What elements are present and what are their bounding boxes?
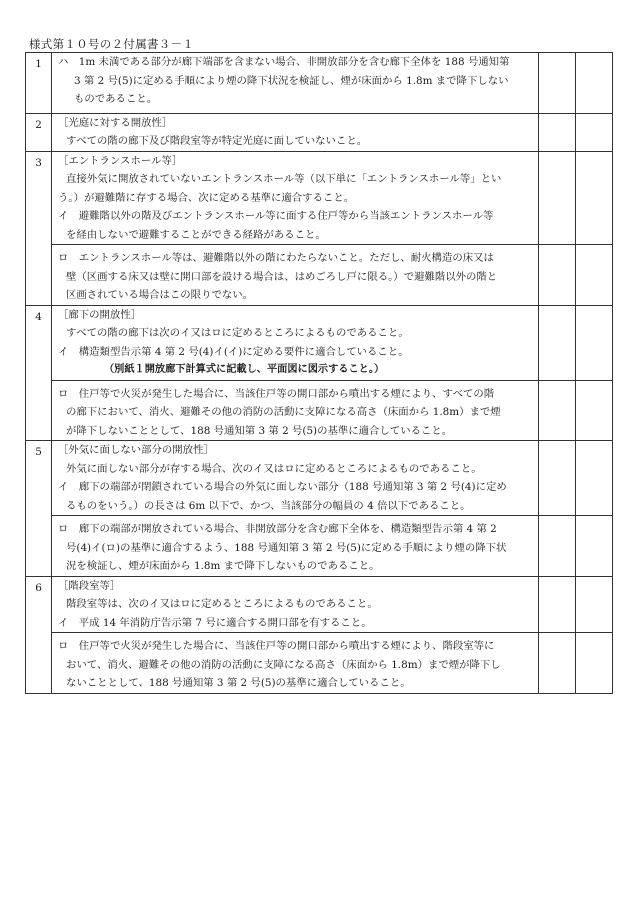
table-row xyxy=(26,113,613,151)
check-cell-2[interactable] xyxy=(576,516,613,577)
section-heading: ［外気に面しない部分の開放性］ xyxy=(58,444,214,456)
text-line: が降下しないこととして、188 号通知第 3 第 2 号(5)の基準に適合していること。 xyxy=(66,424,453,437)
text-line: 直接外気に開放されていないエントランスホール等（以下単に「エントランスホール等」とい xyxy=(66,173,502,185)
row-number: 6 xyxy=(26,576,52,693)
bold-note: （別紙１開放廊下計算式に記載し、平面図に図示すること。） xyxy=(104,364,385,375)
row-content xyxy=(52,633,539,694)
table-row xyxy=(26,305,613,380)
check-cell-1[interactable] xyxy=(539,633,576,694)
check-cell-2[interactable] xyxy=(576,441,613,516)
row-content xyxy=(52,53,539,114)
row-number: 5 xyxy=(26,441,52,577)
text-line: イ 平成 14 年消防庁告示第 7 号に適合する開口部を有すること。 xyxy=(58,616,372,629)
text-line: の廊下において、消火、避難その他の消防の活動に支障になる高さ（床面から 1.8m）まで煙 xyxy=(66,406,501,418)
text-line: イ 構造類型告示第 4 第 2 号(4)イ(イ)に定める要件に適合していること。 xyxy=(58,345,409,358)
text-line: ないこととして、188 号通知第 3 第 2 号(5)の基準に適合していること。 xyxy=(66,677,411,689)
row-content xyxy=(52,113,539,151)
row-content xyxy=(52,151,539,245)
row-content xyxy=(52,516,539,577)
check-cell-2[interactable] xyxy=(576,113,613,151)
table-row xyxy=(26,53,613,114)
text-line: 況を検証し、煙が床面から 1.8m まで降下しないものであること。 xyxy=(66,560,380,572)
text-line: 外気に面しない部分が存する場合、次のイ又はロに定めるところによるものであること。 xyxy=(66,462,482,475)
check-cell-1[interactable] xyxy=(539,151,576,245)
row-content xyxy=(52,441,539,516)
row-number: 3 xyxy=(26,151,52,305)
check-cell-1[interactable] xyxy=(539,113,576,151)
table-subrow xyxy=(26,633,613,694)
check-cell-2[interactable] xyxy=(576,576,613,633)
text-line: 壁（区画する床又は壁に開口部を設ける場合は、はめごろし戸に限る。）で避難階以外の階と xyxy=(66,270,498,283)
section-heading: ［階段室等］ xyxy=(58,579,121,592)
check-cell-2[interactable] xyxy=(576,245,613,306)
text-line: 号(4)イ(ロ)の基準に適合するよう、188 号通知第 3 第 2 号(5)に定める手順により煙の降下状 xyxy=(66,541,507,554)
row-content xyxy=(52,380,539,441)
text-line: を経由しないで避難することができる経路があること。 xyxy=(66,228,326,241)
inspection-table xyxy=(25,52,613,694)
check-cell-1[interactable] xyxy=(539,441,576,516)
text-line: ロ エントランスホール等は、避難階以外の階にわたらないこと。ただし、耐火構造の床又は xyxy=(58,252,494,264)
text-line: すべての階の廊下及び階段室等が特定光庭に面していないこと。 xyxy=(66,135,368,147)
check-cell-2[interactable] xyxy=(576,633,613,694)
check-cell-2[interactable] xyxy=(576,151,613,245)
text-line: 区画されている場合はこの限りでない。 xyxy=(66,289,254,301)
row-content xyxy=(52,305,539,380)
text-line: おいて、消火、避難その他の消防の活動に支障になる高さ（床面から 1.8m）まで煙が降下し xyxy=(66,658,501,671)
row-content xyxy=(52,576,539,633)
check-cell-1[interactable] xyxy=(539,245,576,306)
text-line: ロ 廊下の端部が開放されている場合、非開放部分を含む廊下全体を、構造類型告示第 4 第 2 xyxy=(58,523,497,535)
check-cell-2[interactable] xyxy=(576,53,613,114)
section-heading: ［廊下の開放性］ xyxy=(58,308,142,321)
text-line: ものであること。 xyxy=(74,93,158,105)
row-number: 4 xyxy=(26,305,52,441)
text-line: イ 避難階以外の階及びエントランスホール等に面する住戸等から当該エントランスホール等 xyxy=(58,210,494,222)
text-line: すべての階の廊下は次のイ又はロに定めるところによるものであること。 xyxy=(66,327,409,339)
check-cell-1[interactable] xyxy=(539,305,576,380)
section-heading: ［エントランスホール等］ xyxy=(58,154,183,167)
table-subrow xyxy=(26,380,613,441)
row-number: 1 xyxy=(26,53,52,114)
check-cell-1[interactable] xyxy=(539,380,576,441)
section-heading: ［光庭に対する開放性］ xyxy=(58,116,173,129)
table-row xyxy=(26,151,613,245)
check-cell-1[interactable] xyxy=(539,53,576,114)
text-line: う。）が避難階に存する場合、次に定める基準に適合すること。 xyxy=(58,191,355,204)
check-cell-2[interactable] xyxy=(576,305,613,380)
text-line: ロ 住戸等で火災が発生した場合に、当該住戸等の開口部から噴出する煙により、すべての階 xyxy=(58,387,495,400)
row-number: 2 xyxy=(26,113,52,151)
check-cell-1[interactable] xyxy=(539,576,576,633)
form-title: 様式第１０号の２付属書３－１ xyxy=(29,37,195,51)
table-subrow xyxy=(26,516,613,577)
table-row xyxy=(26,441,613,516)
text-line: 階段室等は、次のイ又はロに定めるところによるものであること。 xyxy=(66,598,378,610)
check-cell-1[interactable] xyxy=(539,516,576,577)
table-subrow xyxy=(26,245,613,306)
text-line: イ 廊下の端部が閉鎖されている場合の外気に面しない部分（188 号通知第 3 第 2 号(4)に定め xyxy=(58,481,507,493)
text-line: ロ 住戸等で火災が発生した場合に、当該住戸等の開口部から噴出する煙により、階段室等に xyxy=(58,640,495,652)
text-line: るものをいう。）の長さは 6m 以下で、かつ、当該部分の幅員の 4 倍以下であること。 xyxy=(66,499,471,512)
text-line: ハ 1m 未満である部分が廊下端部を含まない場合、非開放部分を含む廊下全体を 188 号通知第 xyxy=(58,56,510,68)
row-content xyxy=(52,245,539,306)
check-cell-2[interactable] xyxy=(576,380,613,441)
text-line: 3 第 2 号(5)に定める手順により煙の降下状況を検証し、煙が床面から 1.8m まで降下しない xyxy=(74,74,509,87)
table-row xyxy=(26,576,613,633)
